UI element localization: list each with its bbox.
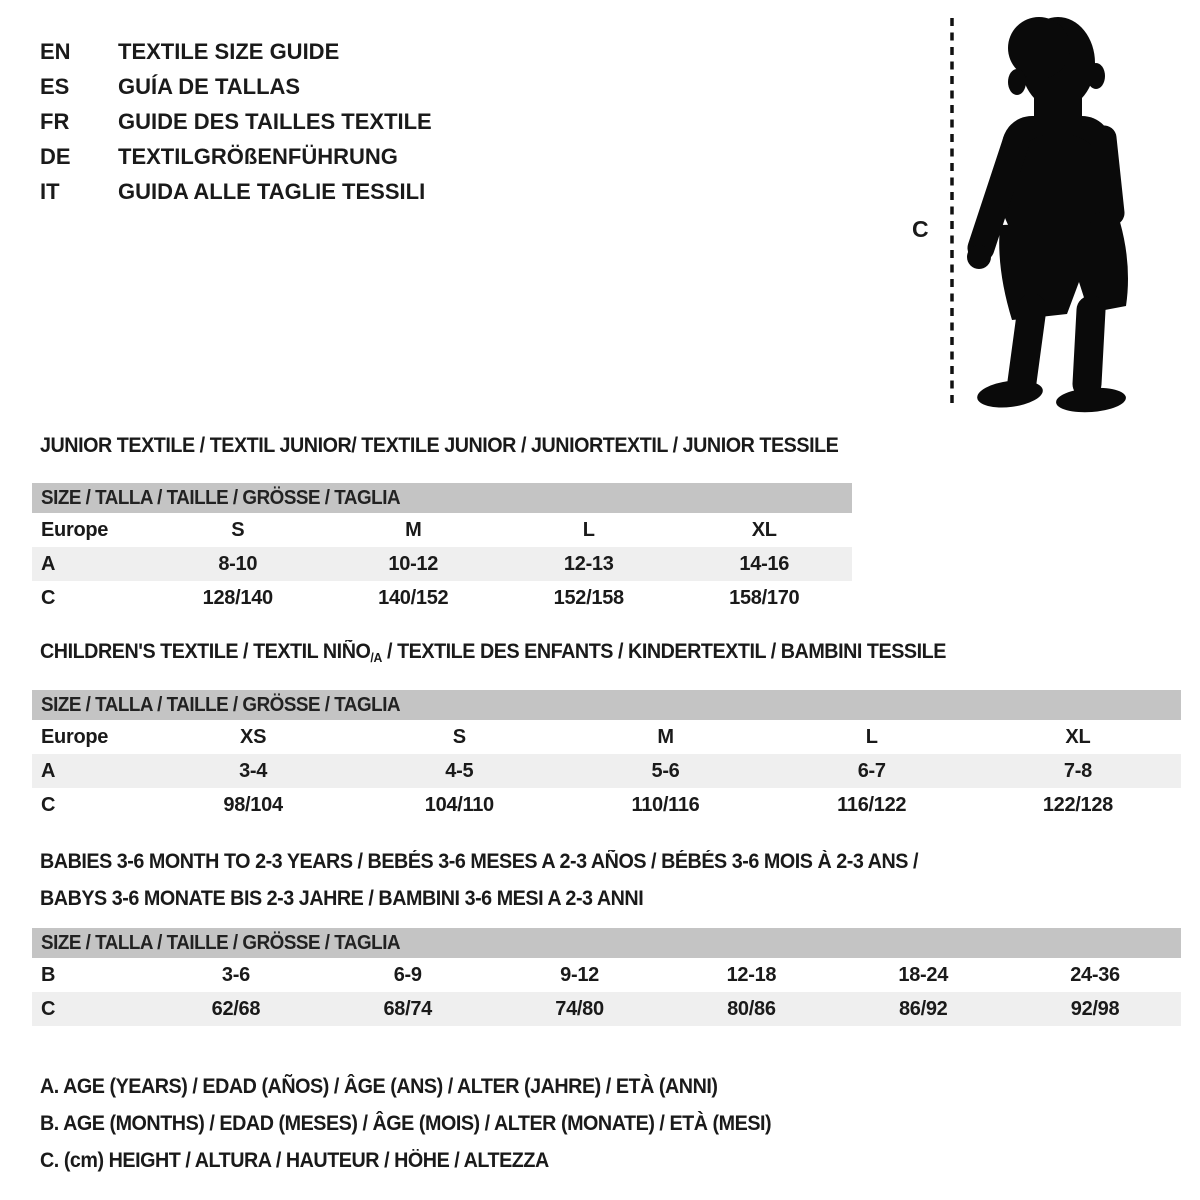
age-cell: 5-6 bbox=[651, 759, 680, 782]
age-cell: 24-36 bbox=[1070, 963, 1120, 986]
table-row-europe bbox=[32, 720, 1181, 754]
guide-title: TEXTILGRÖßENFÜHRUNG bbox=[118, 143, 398, 169]
height-cell: 140/152 bbox=[378, 586, 449, 609]
height-cell: 74/80 bbox=[555, 997, 604, 1020]
legend-line-b bbox=[40, 1105, 818, 1142]
guide-title: GUIDE DES TAILLES TEXTILE bbox=[118, 108, 432, 134]
height-cell: 110/116 bbox=[631, 793, 700, 816]
table-row-age-years bbox=[32, 754, 1181, 788]
age-cell: 6-9 bbox=[393, 963, 422, 986]
row-label: Europe bbox=[41, 518, 109, 541]
legend-line-a bbox=[40, 1068, 818, 1105]
age-cell: 10-12 bbox=[388, 552, 439, 575]
row-label: C bbox=[41, 997, 56, 1020]
language-list bbox=[40, 34, 432, 209]
babies-size-table bbox=[32, 928, 1181, 1026]
lang-code: FR bbox=[40, 108, 70, 134]
table-row-height bbox=[32, 788, 1181, 822]
table-row-height bbox=[32, 992, 1181, 1026]
height-cell: 158/170 bbox=[729, 586, 800, 609]
height-cell: 98/104 bbox=[223, 793, 283, 816]
size-header-bar bbox=[32, 483, 852, 513]
toddler-silhouette-icon bbox=[938, 10, 1190, 416]
height-cell: 62/68 bbox=[211, 997, 261, 1020]
babies-section-title-line2 bbox=[40, 887, 682, 911]
height-figure bbox=[938, 10, 1190, 416]
children-section-title bbox=[40, 640, 1004, 665]
age-cell: 14-16 bbox=[739, 552, 790, 575]
age-cell: 9-12 bbox=[560, 963, 599, 986]
guide-title: TEXTILE SIZE GUIDE bbox=[118, 38, 340, 64]
children-title-post: / TEXTILE DES ENFANTS / KINDERTEXTIL / BAMBINI TESSILE bbox=[382, 640, 946, 663]
legend bbox=[40, 1068, 818, 1179]
babies-title-text-line2: BABYS 3-6 MONATE BIS 2-3 JAHRE / BAMBINI 3-6 MESI A 2-3 ANNI bbox=[40, 887, 644, 910]
height-cell: 122/128 bbox=[1042, 793, 1114, 816]
lang-row-de bbox=[40, 139, 432, 174]
age-cell: 8-10 bbox=[218, 552, 258, 575]
size-cell: XL bbox=[751, 518, 777, 541]
table-row-height bbox=[32, 581, 852, 615]
height-cell: 86/92 bbox=[898, 997, 948, 1020]
size-header-text: SIZE / TALLA / TAILLE / GRÖSSE / TAGLIA bbox=[41, 486, 401, 509]
height-cell: 104/110 bbox=[424, 793, 494, 816]
children-title-pre: CHILDREN'S TEXTILE / TEXTIL NIÑO bbox=[40, 640, 371, 663]
babies-title-text-line1: BABIES 3-6 MONTH TO 2-3 YEARS / BEBÉS 3-6 MESES A 2-3 AÑOS / BÉBÉS 3-6 MOIS À 2-3 ANS / bbox=[40, 850, 918, 873]
guide-title: GUÍA DE TALLAS bbox=[118, 73, 301, 99]
size-cell: L bbox=[865, 725, 878, 748]
age-cell: 6-7 bbox=[857, 759, 886, 782]
junior-section-title bbox=[40, 434, 889, 458]
age-cell: 4-5 bbox=[445, 759, 474, 782]
row-label: B bbox=[41, 963, 56, 986]
lang-code: IT bbox=[40, 178, 60, 204]
size-cell: S bbox=[231, 518, 245, 541]
row-label: Europe bbox=[41, 725, 109, 748]
height-cell: 92/98 bbox=[1070, 997, 1120, 1020]
legend-text-b: B. AGE (MONTHS) / EDAD (MESES) / ÂGE (MOIS) / ALTER (MONATE) / ETÀ (MESI) bbox=[40, 1112, 772, 1135]
height-cell: 152/158 bbox=[553, 586, 624, 609]
children-title-sub: /A bbox=[370, 650, 383, 665]
row-label: A bbox=[41, 552, 56, 575]
table-row-age-months bbox=[32, 958, 1181, 992]
size-cell: XS bbox=[240, 725, 267, 748]
junior-title-text: JUNIOR TEXTILE / TEXTIL JUNIOR/ TEXTILE JUNIOR / JUNIORTEXTIL / JUNIOR TESSILE bbox=[40, 434, 839, 457]
table-row-europe bbox=[32, 513, 852, 547]
lang-code: EN bbox=[40, 38, 71, 64]
children-size-table bbox=[32, 690, 1181, 822]
legend-text-a: A. AGE (YEARS) / EDAD (AÑOS) / ÂGE (ANS) / ALTER (JAHRE) / ETÀ (ANNI) bbox=[40, 1075, 718, 1098]
size-header-text: SIZE / TALLA / TAILLE / GRÖSSE / TAGLIA bbox=[41, 931, 401, 954]
lang-code: ES bbox=[40, 73, 70, 99]
legend-text-c: C. (cm) HEIGHT / ALTURA / HAUTEUR / HÖHE / ALTEZZA bbox=[40, 1149, 549, 1172]
size-cell: M bbox=[405, 518, 422, 541]
age-cell: 12-18 bbox=[726, 963, 777, 986]
lang-row-en bbox=[40, 34, 432, 69]
junior-size-table bbox=[32, 483, 852, 615]
height-cell: 68/74 bbox=[383, 997, 433, 1020]
size-header-bar bbox=[32, 928, 1181, 958]
size-cell: L bbox=[582, 518, 595, 541]
age-cell: 18-24 bbox=[898, 963, 949, 986]
row-label: A bbox=[41, 759, 56, 782]
lang-row-es bbox=[40, 69, 432, 104]
height-cell: 80/86 bbox=[727, 997, 776, 1020]
guide-title: GUIDA ALLE TAGLIE TESSILI bbox=[118, 178, 426, 204]
children-title-text bbox=[40, 640, 946, 665]
height-cell: 116/122 bbox=[837, 793, 907, 816]
size-cell: M bbox=[657, 725, 674, 748]
size-header-text: SIZE / TALLA / TAILLE / GRÖSSE / TAGLIA bbox=[41, 693, 401, 716]
babies-section-title-line1 bbox=[40, 850, 974, 874]
lang-code: DE bbox=[40, 143, 71, 169]
age-cell: 3-4 bbox=[239, 759, 268, 782]
size-cell: S bbox=[452, 725, 466, 748]
height-cell: 128/140 bbox=[202, 586, 273, 609]
size-cell: XL bbox=[1065, 725, 1091, 748]
legend-line-c bbox=[40, 1142, 818, 1179]
lang-row-fr bbox=[40, 104, 432, 139]
age-cell: 12-13 bbox=[563, 552, 614, 575]
size-header-bar bbox=[32, 690, 1181, 720]
row-label: C bbox=[41, 586, 56, 609]
lang-row-it bbox=[40, 174, 432, 209]
age-cell: 3-6 bbox=[221, 963, 250, 986]
table-row-age-years bbox=[32, 547, 852, 581]
row-label: C bbox=[41, 793, 56, 816]
age-cell: 7-8 bbox=[1063, 759, 1092, 782]
height-line-label: C bbox=[912, 216, 929, 242]
